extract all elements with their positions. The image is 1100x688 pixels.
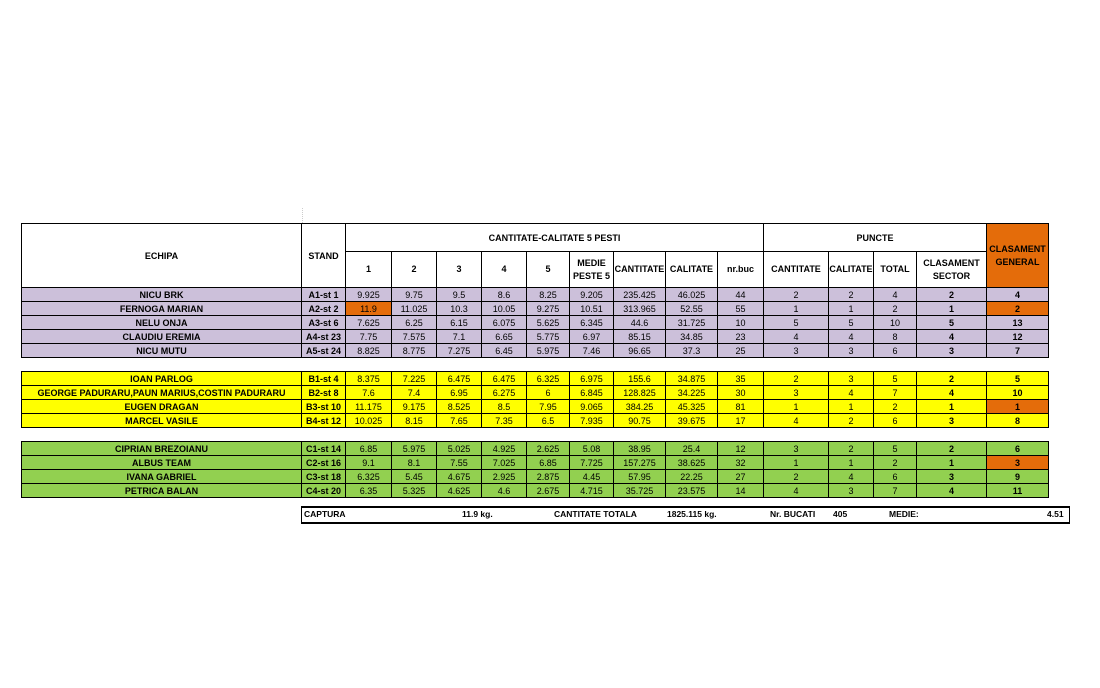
header-puncte-col: CLASAMENT SECTOR — [917, 252, 987, 288]
points-cell: 5 — [764, 316, 829, 330]
points-cell: 3 — [917, 414, 987, 428]
points-cell: 6 — [874, 414, 917, 428]
medie-value: 4.51 — [1047, 509, 1064, 519]
value-cell: 34.85 — [666, 330, 718, 344]
summary-footer — [301, 506, 1070, 524]
points-cell: 6 — [874, 470, 917, 484]
header-col: nr.buc — [718, 252, 764, 288]
value-cell: 6.97 — [570, 330, 614, 344]
points-cell: 3 — [917, 470, 987, 484]
value-cell: 57.95 — [614, 470, 666, 484]
value-cell: 5.325 — [392, 484, 437, 498]
value-cell: 9.275 — [527, 302, 570, 316]
value-cell: 10.025 — [346, 414, 392, 428]
value-cell: 23 — [718, 330, 764, 344]
value-cell: 6.45 — [482, 344, 527, 358]
value-cell: 7.46 — [570, 344, 614, 358]
points-cell: 4 — [764, 414, 829, 428]
value-cell: 7.65 — [437, 414, 482, 428]
value-cell: 6.25 — [392, 316, 437, 330]
team-name: CIPRIAN BREZOIANU — [22, 442, 302, 456]
clasament-general-cell: 11 — [987, 484, 1049, 498]
header-col: MEDIE PESTE 5 — [570, 252, 614, 288]
value-cell: 5.625 — [527, 316, 570, 330]
value-cell: 23.575 — [666, 484, 718, 498]
value-cell: 9.5 — [437, 288, 482, 302]
value-cell: 34.875 — [666, 372, 718, 386]
value-cell: 10.51 — [570, 302, 614, 316]
points-cell: 5 — [829, 316, 874, 330]
value-cell: 6.85 — [346, 442, 392, 456]
points-cell: 4 — [874, 288, 917, 302]
value-cell: 4.45 — [570, 470, 614, 484]
value-cell: 9.925 — [346, 288, 392, 302]
team-name: NELU ONJA — [22, 316, 302, 330]
value-cell: 85.15 — [614, 330, 666, 344]
value-cell: 7.225 — [392, 372, 437, 386]
clasament-general-cell: 13 — [987, 316, 1049, 330]
value-cell: 46.025 — [666, 288, 718, 302]
team-name: PETRICA BALAN — [22, 484, 302, 498]
value-cell: 157.275 — [614, 456, 666, 470]
value-cell: 90.75 — [614, 414, 666, 428]
value-cell: 8.25 — [527, 288, 570, 302]
value-cell: 7.625 — [346, 316, 392, 330]
value-cell: 38.95 — [614, 442, 666, 456]
points-cell: 1 — [917, 456, 987, 470]
points-cell: 1 — [829, 400, 874, 414]
stand-cell: A3-st 6 — [302, 316, 346, 330]
team-name: IOAN PARLOG — [22, 372, 302, 386]
points-cell: 2 — [874, 400, 917, 414]
points-cell: 1 — [764, 400, 829, 414]
points-cell: 7 — [874, 386, 917, 400]
value-cell: 6.15 — [437, 316, 482, 330]
value-cell: 44 — [718, 288, 764, 302]
points-cell: 4 — [829, 330, 874, 344]
team-name: NICU MUTU — [22, 344, 302, 358]
stand-cell: A2-st 2 — [302, 302, 346, 316]
value-cell: 52.55 — [666, 302, 718, 316]
header-col: CALITATE — [666, 252, 718, 288]
nr-bucati-label: Nr. BUCATI — [770, 509, 816, 519]
value-cell: 6.35 — [346, 484, 392, 498]
points-cell: 2 — [829, 288, 874, 302]
value-cell: 6.075 — [482, 316, 527, 330]
points-cell: 2 — [917, 442, 987, 456]
value-cell: 7.275 — [437, 344, 482, 358]
value-cell: 4.925 — [482, 442, 527, 456]
value-cell: 6.85 — [527, 456, 570, 470]
clasament-general-cell: 9 — [987, 470, 1049, 484]
value-cell: 4.625 — [437, 484, 482, 498]
value-cell: 6.475 — [482, 372, 527, 386]
points-cell: 2 — [764, 372, 829, 386]
clasament-general-cell: 12 — [987, 330, 1049, 344]
value-cell: 2.925 — [482, 470, 527, 484]
value-cell: 8.825 — [346, 344, 392, 358]
value-cell: 38.625 — [666, 456, 718, 470]
header-col: 2 — [392, 252, 437, 288]
value-cell: 6.325 — [346, 470, 392, 484]
header-col: CANTITATE — [614, 252, 666, 288]
gridline — [302, 208, 303, 223]
points-cell: 3 — [764, 442, 829, 456]
value-cell: 22.25 — [666, 470, 718, 484]
points-cell: 4 — [764, 484, 829, 498]
stand-cell: B3-st 10 — [302, 400, 346, 414]
results-table — [21, 223, 1049, 498]
value-cell: 7.75 — [346, 330, 392, 344]
clasament-general-cell: 10 — [987, 386, 1049, 400]
table-row — [22, 484, 1049, 498]
team-name: NICU BRK — [22, 288, 302, 302]
captura-label: CAPTURA — [304, 509, 346, 519]
value-cell: 9.75 — [392, 288, 437, 302]
team-name: CLAUDIU EREMIA — [22, 330, 302, 344]
points-cell: 4 — [829, 470, 874, 484]
value-cell: 6.975 — [570, 372, 614, 386]
header-cantitate-calitate: CANTITATE-CALITATE 5 PESTI — [346, 224, 764, 252]
value-cell: 34.225 — [666, 386, 718, 400]
value-cell: 2.675 — [527, 484, 570, 498]
stand-cell: C4-st 20 — [302, 484, 346, 498]
value-cell: 10.05 — [482, 302, 527, 316]
value-cell: 7.4 — [392, 386, 437, 400]
value-cell: 7.725 — [570, 456, 614, 470]
cantitate-totala-label: CANTITATE TOTALA — [554, 509, 637, 519]
header-echipa: ECHIPA — [22, 224, 302, 288]
value-cell: 8.5 — [482, 400, 527, 414]
table-row — [22, 316, 1049, 330]
value-cell: 8.775 — [392, 344, 437, 358]
value-cell: 5.45 — [392, 470, 437, 484]
team-name: FERNOGA MARIAN — [22, 302, 302, 316]
value-cell: 2.875 — [527, 470, 570, 484]
value-cell: 27 — [718, 470, 764, 484]
team-name: EUGEN DRAGAN — [22, 400, 302, 414]
value-cell: 32 — [718, 456, 764, 470]
value-cell: 7.935 — [570, 414, 614, 428]
header-col: 5 — [527, 252, 570, 288]
value-cell: 12 — [718, 442, 764, 456]
value-cell: 6.475 — [437, 372, 482, 386]
value-cell: 4.675 — [437, 470, 482, 484]
header-col: 3 — [437, 252, 482, 288]
points-cell: 2 — [874, 456, 917, 470]
value-cell: 6.325 — [527, 372, 570, 386]
spacer-cell — [22, 428, 1049, 442]
value-cell: 7.575 — [392, 330, 437, 344]
value-cell: 17 — [718, 414, 764, 428]
value-cell: 45.325 — [666, 400, 718, 414]
value-cell: 39.675 — [666, 414, 718, 428]
medie-label: MEDIE: — [889, 509, 919, 519]
points-cell: 1 — [764, 456, 829, 470]
results-sheet — [21, 223, 1049, 498]
clasament-general-cell: 5 — [987, 372, 1049, 386]
value-cell: 6.95 — [437, 386, 482, 400]
value-cell: 5.08 — [570, 442, 614, 456]
team-name: GEORGE PADURARU,PAUN MARIUS,COSTIN PADURARU — [22, 386, 302, 400]
points-cell: 2 — [829, 414, 874, 428]
points-cell: 5 — [874, 372, 917, 386]
value-cell: 31.725 — [666, 316, 718, 330]
stand-cell: C2-st 16 — [302, 456, 346, 470]
value-cell: 7.6 — [346, 386, 392, 400]
value-cell: 6.845 — [570, 386, 614, 400]
clasament-general-cell: 1 — [987, 400, 1049, 414]
value-cell: 81 — [718, 400, 764, 414]
points-cell: 4 — [829, 386, 874, 400]
points-cell: 2 — [917, 288, 987, 302]
value-cell: 44.6 — [614, 316, 666, 330]
value-cell: 11.9 — [346, 302, 392, 316]
value-cell: 5.775 — [527, 330, 570, 344]
table-row — [22, 372, 1049, 386]
spacer-row — [22, 358, 1049, 372]
points-cell: 2 — [917, 372, 987, 386]
cantitate-totala-value: 1825.115 kg. — [667, 509, 717, 519]
value-cell: 7.95 — [527, 400, 570, 414]
spacer-cell — [22, 358, 1049, 372]
clasament-general-cell: 6 — [987, 442, 1049, 456]
clasament-general-cell: 7 — [987, 344, 1049, 358]
stand-cell: B1-st 4 — [302, 372, 346, 386]
points-cell: 1 — [829, 456, 874, 470]
team-name: MARCEL VASILE — [22, 414, 302, 428]
table-row — [22, 456, 1049, 470]
table-row — [22, 400, 1049, 414]
points-cell: 5 — [917, 316, 987, 330]
table-row — [22, 386, 1049, 400]
points-cell: 2 — [764, 470, 829, 484]
stand-cell: A1-st 1 — [302, 288, 346, 302]
points-cell: 3 — [917, 344, 987, 358]
value-cell: 11.025 — [392, 302, 437, 316]
header-col: 4 — [482, 252, 527, 288]
points-cell: 2 — [764, 288, 829, 302]
table-row — [22, 344, 1049, 358]
value-cell: 10 — [718, 316, 764, 330]
value-cell: 7.55 — [437, 456, 482, 470]
value-cell: 8.525 — [437, 400, 482, 414]
value-cell: 6.65 — [482, 330, 527, 344]
table-row — [22, 330, 1049, 344]
points-cell: 1 — [917, 400, 987, 414]
value-cell: 313.965 — [614, 302, 666, 316]
value-cell: 8.375 — [346, 372, 392, 386]
points-cell: 3 — [764, 344, 829, 358]
header-clasament-general: CLASAMENT GENERAL — [987, 224, 1049, 288]
points-cell: 2 — [829, 442, 874, 456]
points-cell: 3 — [829, 484, 874, 498]
value-cell: 25 — [718, 344, 764, 358]
value-cell: 9.175 — [392, 400, 437, 414]
team-name: ALBUS TEAM — [22, 456, 302, 470]
value-cell: 7.025 — [482, 456, 527, 470]
points-cell: 2 — [874, 302, 917, 316]
header-puncte-col: TOTAL — [874, 252, 917, 288]
spacer-row — [22, 428, 1049, 442]
value-cell: 6.345 — [570, 316, 614, 330]
header-stand: STAND — [302, 224, 346, 288]
stand-cell: A4-st 23 — [302, 330, 346, 344]
value-cell: 235.425 — [614, 288, 666, 302]
value-cell: 9.1 — [346, 456, 392, 470]
value-cell: 4.6 — [482, 484, 527, 498]
team-name: IVANA GABRIEL — [22, 470, 302, 484]
points-cell: 4 — [917, 386, 987, 400]
stand-cell: C3-st 18 — [302, 470, 346, 484]
points-cell: 8 — [874, 330, 917, 344]
value-cell: 5.025 — [437, 442, 482, 456]
value-cell: 7.35 — [482, 414, 527, 428]
value-cell: 6.5 — [527, 414, 570, 428]
value-cell: 155.6 — [614, 372, 666, 386]
clasament-general-cell: 8 — [987, 414, 1049, 428]
stand-cell: A5-st 24 — [302, 344, 346, 358]
value-cell: 55 — [718, 302, 764, 316]
value-cell: 6.275 — [482, 386, 527, 400]
value-cell: 9.065 — [570, 400, 614, 414]
value-cell: 4.715 — [570, 484, 614, 498]
stand-cell: C1-st 14 — [302, 442, 346, 456]
value-cell: 5.975 — [527, 344, 570, 358]
value-cell: 35.725 — [614, 484, 666, 498]
value-cell: 30 — [718, 386, 764, 400]
points-cell: 6 — [874, 344, 917, 358]
clasament-general-cell: 2 — [987, 302, 1049, 316]
points-cell: 5 — [874, 442, 917, 456]
points-cell: 7 — [874, 484, 917, 498]
value-cell: 10.3 — [437, 302, 482, 316]
value-cell: 128.825 — [614, 386, 666, 400]
value-cell: 96.65 — [614, 344, 666, 358]
value-cell: 8.1 — [392, 456, 437, 470]
header-puncte-col: CANTITATE — [764, 252, 829, 288]
value-cell: 5.975 — [392, 442, 437, 456]
clasament-general-cell: 3 — [987, 456, 1049, 470]
header-puncte-col: CALITATE — [829, 252, 874, 288]
table-row — [22, 414, 1049, 428]
nr-bucati-value: 405 — [833, 509, 848, 519]
value-cell: 2.625 — [527, 442, 570, 456]
table-row — [22, 288, 1049, 302]
header-col: 1 — [346, 252, 392, 288]
value-cell: 37.3 — [666, 344, 718, 358]
points-cell: 4 — [917, 330, 987, 344]
points-cell: 10 — [874, 316, 917, 330]
clasament-general-cell: 4 — [987, 288, 1049, 302]
points-cell: 4 — [764, 330, 829, 344]
points-cell: 1 — [917, 302, 987, 316]
value-cell: 9.205 — [570, 288, 614, 302]
stand-cell: B2-st 8 — [302, 386, 346, 400]
value-cell: 7.1 — [437, 330, 482, 344]
points-cell: 1 — [829, 302, 874, 316]
value-cell: 35 — [718, 372, 764, 386]
points-cell: 4 — [917, 484, 987, 498]
value-cell: 14 — [718, 484, 764, 498]
value-cell: 25.4 — [666, 442, 718, 456]
table-row — [22, 470, 1049, 484]
points-cell: 3 — [829, 372, 874, 386]
value-cell: 384.25 — [614, 400, 666, 414]
stand-cell: B4-st 12 — [302, 414, 346, 428]
value-cell: 11.175 — [346, 400, 392, 414]
value-cell: 8.15 — [392, 414, 437, 428]
points-cell: 3 — [829, 344, 874, 358]
table-row — [22, 302, 1049, 316]
points-cell: 1 — [764, 302, 829, 316]
value-cell: 6 — [527, 386, 570, 400]
value-cell: 8.6 — [482, 288, 527, 302]
points-cell: 3 — [764, 386, 829, 400]
captura-value: 11.9 kg. — [462, 509, 493, 519]
table-row — [22, 442, 1049, 456]
header-puncte: PUNCTE — [764, 224, 987, 252]
